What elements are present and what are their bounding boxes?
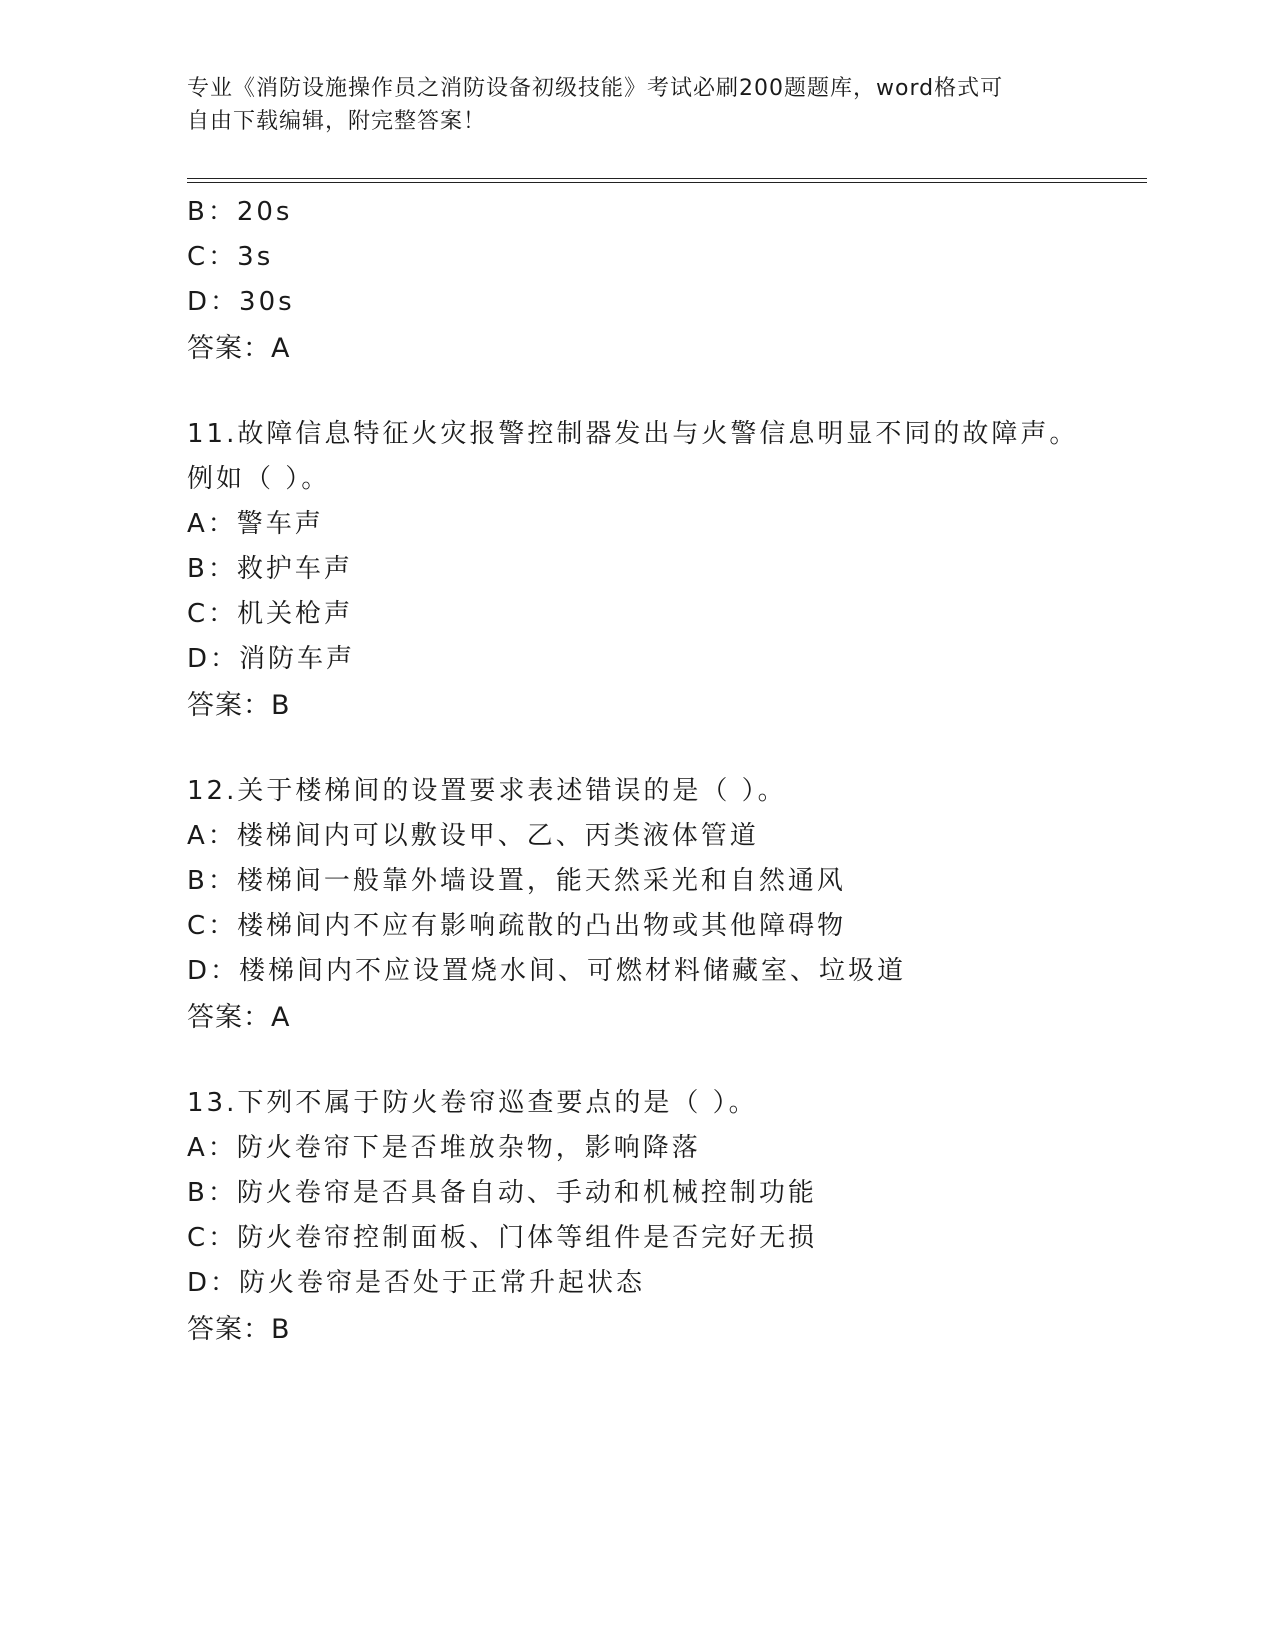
header-line-1: 专业《消防设施操作员之消防设备初级技能》考试必刷200题题库，word格式可 (187, 76, 1004, 101)
option-b: B：防火卷帘是否具备自动、手动和机械控制功能 (187, 1178, 817, 1208)
answer: 答案：A (187, 1002, 291, 1033)
answer: 答案：B (187, 690, 291, 721)
option-d: D：防火卷帘是否处于正常升起状态 (187, 1268, 646, 1298)
answer: 答案：B (187, 1314, 291, 1345)
question-stem: 12.关于楼梯间的设置要求表述错误的是（ ）。 (187, 776, 787, 806)
option-a: A：警车声 (187, 509, 324, 539)
question-stem: 11.故障信息特征火灾报警控制器发出与火警信息明显不同的故障声。 (187, 419, 1079, 449)
option-b: B：20s (187, 197, 293, 227)
option-c: C：防火卷帘控制面板、门体等组件是否完好无损 (187, 1223, 818, 1253)
option-c: C：机关枪声 (187, 599, 354, 629)
header-line-2: 自由下载编辑，附完整答案！ (187, 109, 487, 134)
question-stem: 13.下列不属于防火卷帘巡查要点的是（ ）。 (187, 1088, 758, 1118)
option-b: B：楼梯间一般靠外墙设置，能天然采光和自然通风 (187, 866, 846, 896)
header-rule-top (187, 178, 1147, 179)
option-c: C：楼梯间内不应有影响疏散的凸出物或其他障碍物 (187, 911, 847, 941)
question-10 (187, 190, 1147, 372)
question-12 (187, 769, 1147, 1041)
document-header (187, 72, 1067, 138)
question-list (187, 190, 1147, 1353)
option-a: A：楼梯间内可以敷设甲、乙、丙类液体管道 (187, 821, 759, 851)
option-d: D：消防车声 (187, 644, 356, 674)
question-11 (187, 412, 1147, 729)
option-b: B：救护车声 (187, 554, 353, 584)
question-stem-continued: 例如（ ）。 (187, 464, 331, 494)
option-a: A：防火卷帘下是否堆放杂物，影响降落 (187, 1133, 701, 1163)
header-rule-bottom (187, 182, 1147, 183)
question-13 (187, 1081, 1147, 1353)
option-c: C：3s (187, 242, 274, 272)
answer: 答案：A (187, 333, 291, 364)
option-d: D：楼梯间内不应设置烧水间、可燃材料储藏室、垃圾道 (187, 956, 907, 986)
option-d: D：30s (187, 287, 295, 317)
